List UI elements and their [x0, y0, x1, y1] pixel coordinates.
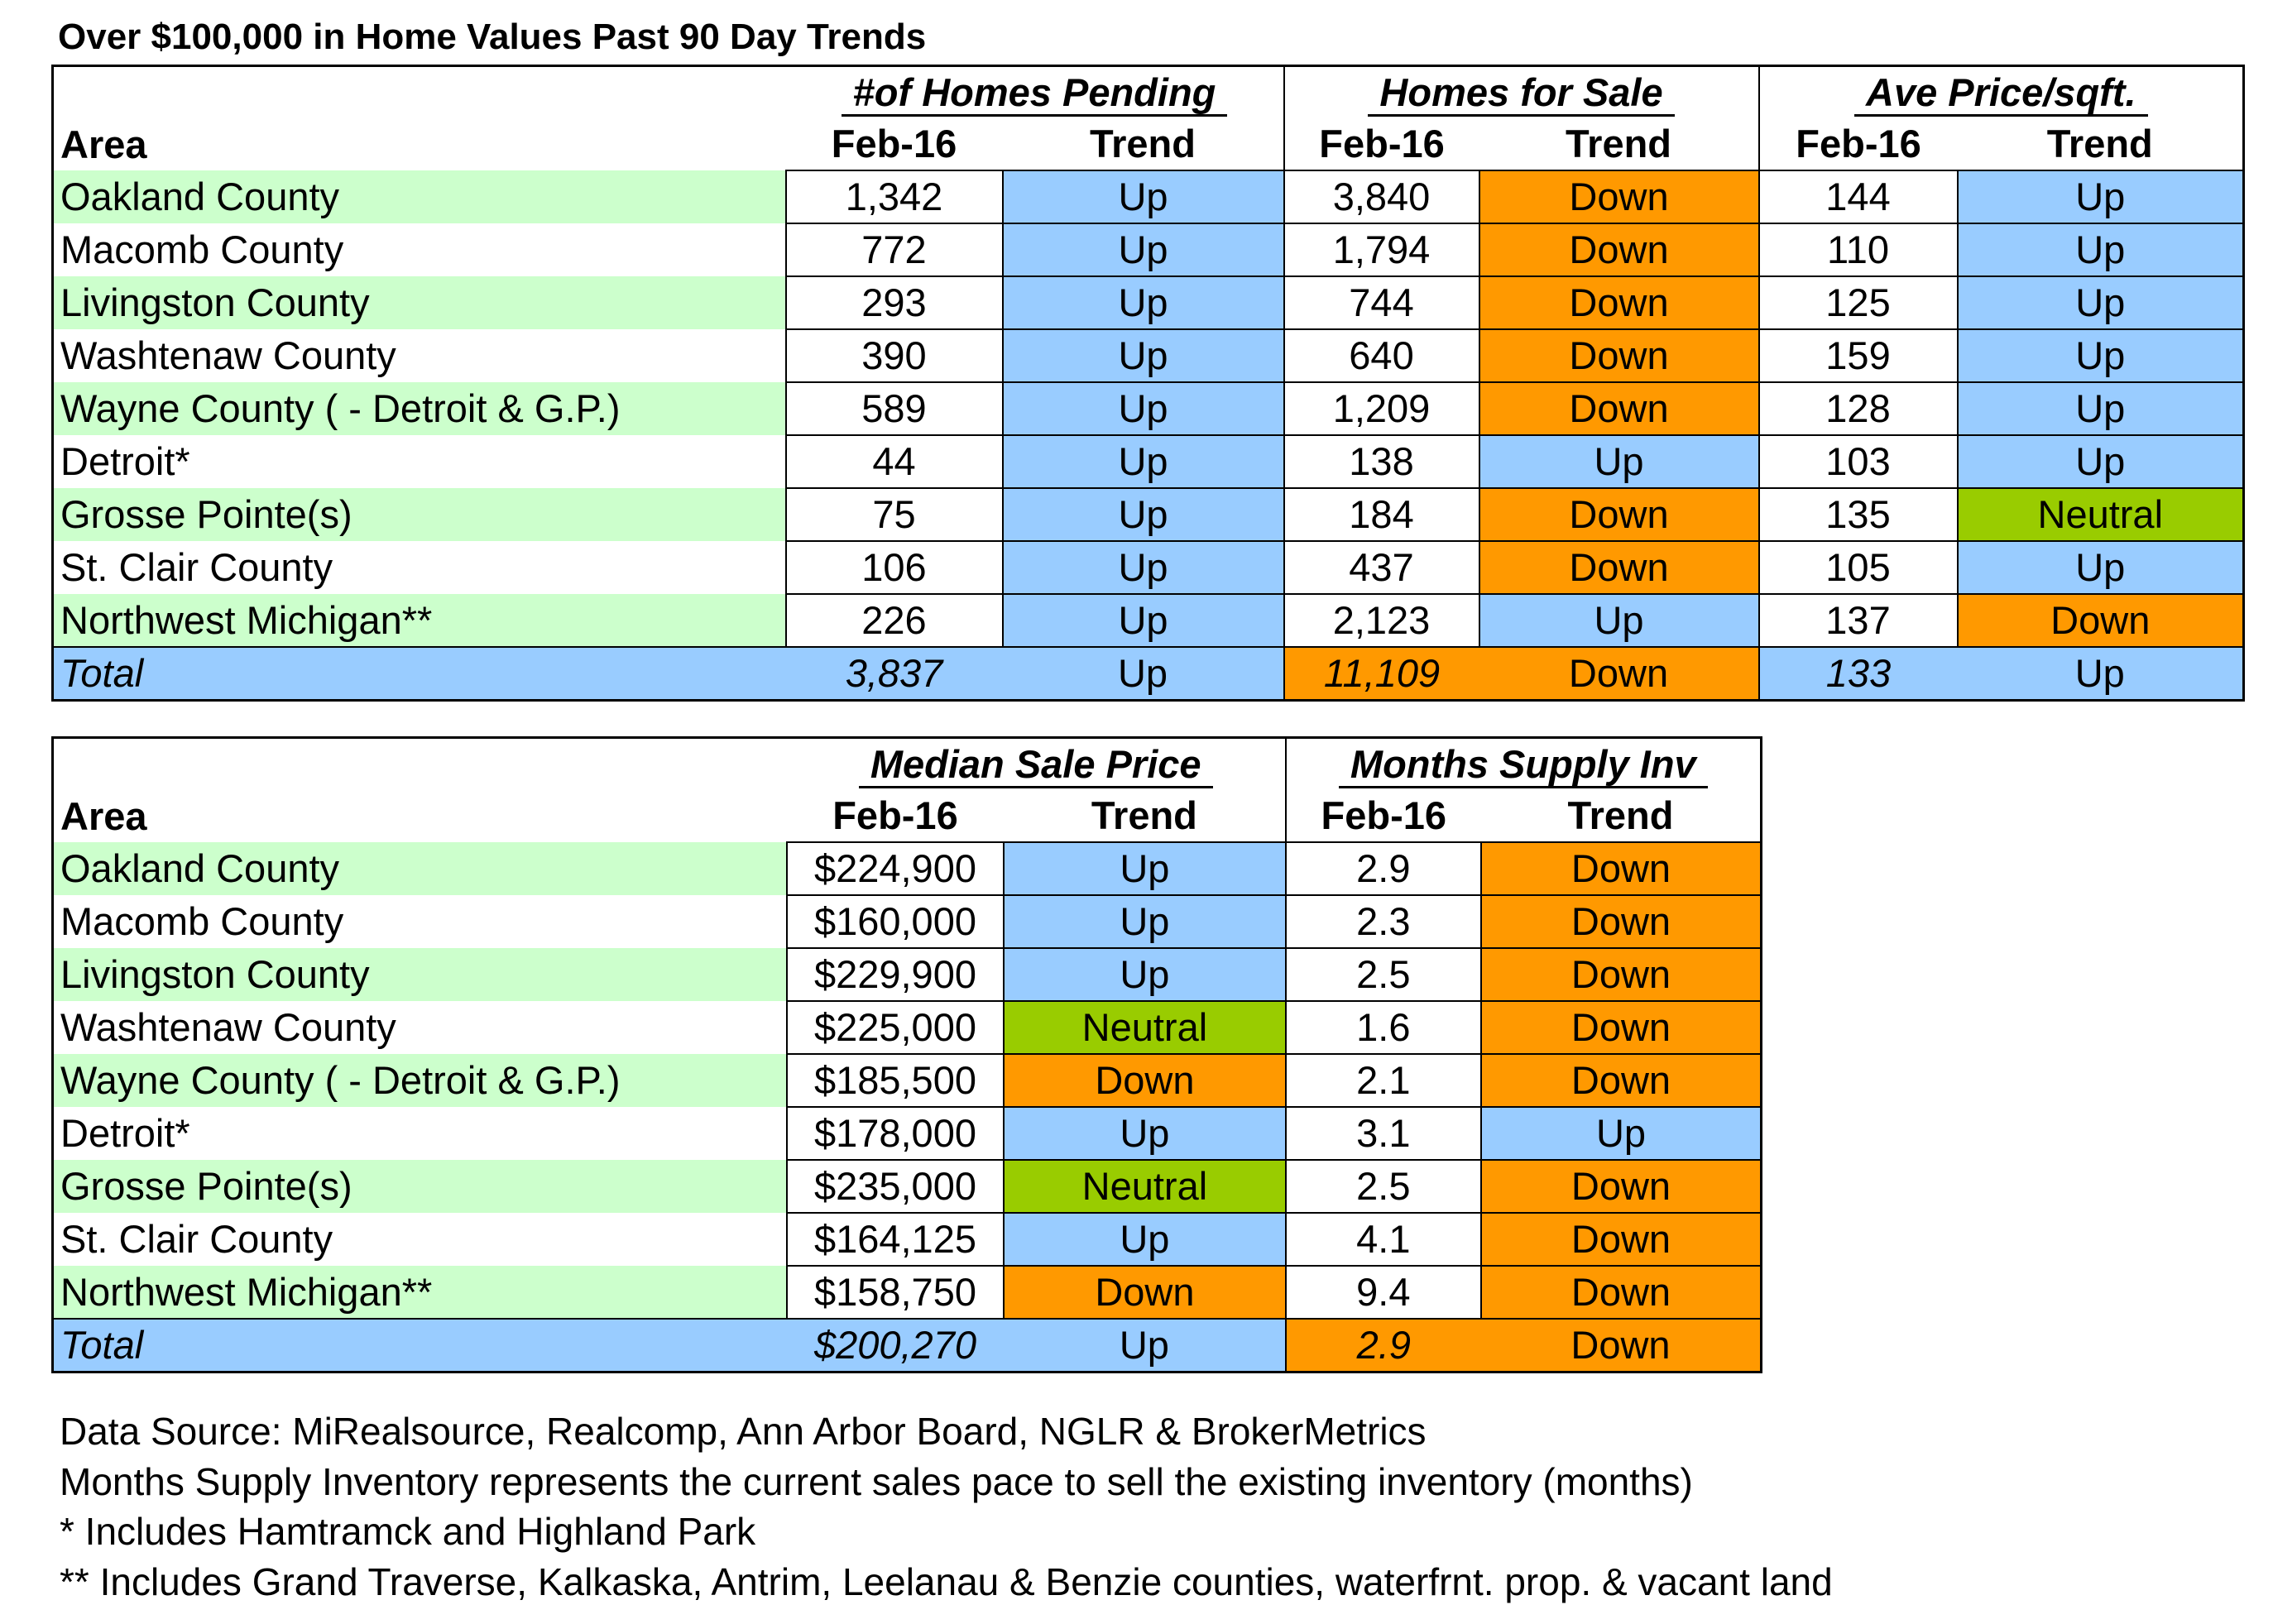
value-cell: 293 — [786, 276, 1003, 329]
table-row — [53, 223, 2244, 276]
trend-cell: Down — [1479, 541, 1759, 594]
trend-header: Trend — [1566, 122, 1671, 165]
value-cell: 1,794 — [1284, 223, 1479, 276]
group-header — [1759, 66, 2244, 119]
group-header — [787, 738, 1286, 791]
trend-cell: Up — [1958, 435, 2244, 488]
trend-cell: Down — [1481, 842, 1762, 895]
area-cell: Northwest Michigan** — [53, 594, 786, 647]
area-cell: Livingston County — [53, 948, 787, 1001]
table-row — [53, 382, 2244, 435]
table-row — [53, 1001, 1762, 1054]
value-cell: $185,500 — [787, 1054, 1004, 1107]
table-row — [53, 948, 1762, 1001]
trend-cell: Up — [1481, 1107, 1762, 1160]
value-cell: 9.4 — [1286, 1266, 1481, 1319]
trend-cell: Down — [1481, 948, 1762, 1001]
group-header — [786, 66, 1284, 119]
trend-cell: Down — [1479, 276, 1759, 329]
value-header: Feb-16 — [832, 793, 958, 837]
value-cell: 135 — [1759, 488, 1958, 541]
value-cell: 2.1 — [1286, 1054, 1481, 1107]
value-cell: 589 — [786, 382, 1003, 435]
group-header — [1284, 66, 1759, 119]
area-header: Area — [60, 793, 147, 838]
area-cell: Macomb County — [60, 228, 344, 271]
total-label: Total — [53, 1319, 787, 1372]
value-header: Feb-16 — [1284, 118, 1479, 170]
value-cell: 2.9 — [1286, 842, 1481, 895]
table-row — [53, 170, 2244, 223]
area-cell: Livingston County — [53, 276, 786, 329]
total-trend: Down — [1479, 647, 1759, 701]
trend-cell: Down — [1481, 1054, 1762, 1107]
total-trend: Up — [1958, 647, 2244, 701]
trend-cell: Up — [1003, 541, 1284, 594]
value-cell: $235,000 — [787, 1160, 1004, 1213]
trend-cell: Up — [1004, 1107, 1285, 1160]
group-header-label: Median Sale Price — [859, 743, 1213, 788]
group-header — [1286, 738, 1762, 791]
trend-cell: Up — [1958, 276, 2244, 329]
value-cell: 184 — [1284, 488, 1479, 541]
value-cell: $164,125 — [787, 1213, 1004, 1266]
value-cell: 3.1 — [1286, 1107, 1481, 1160]
note-northwest: ** Includes Grand Traverse, Kalkaska, Antrim, Leelanau & Benzie counties, waterfrnt. prop. & vacant land — [60, 1559, 1833, 1603]
value-cell: 2,123 — [1284, 594, 1479, 647]
area-cell: Washtenaw County — [60, 1005, 396, 1049]
trend-header: Trend — [1090, 122, 1196, 165]
table-row — [53, 895, 1762, 948]
trend-cell: Down — [1958, 594, 2244, 647]
trend-cell: Up — [1958, 382, 2244, 435]
note-data-source: Data Source: MiRealsource, Realcomp, Ann Arbor Board, NGLR & BrokerMetrics — [60, 1410, 1427, 1453]
area-cell: St. Clair County — [60, 1217, 333, 1261]
group-header-label: Ave Price/sqft. — [1854, 71, 2148, 117]
value-cell: 1,342 — [786, 170, 1003, 223]
value-cell: 144 — [1759, 170, 1958, 223]
trend-cell: Down — [1481, 1160, 1762, 1213]
sub-header-row — [53, 118, 2244, 170]
value-cell: 110 — [1759, 223, 1958, 276]
value-cell: 138 — [1284, 435, 1479, 488]
total-value: 133 — [1759, 647, 1958, 701]
table-row — [53, 276, 2244, 329]
trend-cell: Up — [1003, 223, 1284, 276]
area-cell: Detroit* — [60, 439, 190, 483]
value-cell: 744 — [1284, 276, 1479, 329]
trend-cell: Down — [1479, 223, 1759, 276]
trend-cell: Up — [1479, 435, 1759, 488]
area-cell: Washtenaw County — [60, 333, 396, 377]
trend-cell: Down — [1479, 488, 1759, 541]
value-cell: 2.5 — [1286, 948, 1481, 1001]
trend-cell: Up — [1003, 170, 1284, 223]
area-cell: Wayne County ( - Detroit & G.P.) — [53, 1054, 787, 1107]
trends-table-1 — [51, 65, 2245, 702]
table-row — [53, 1160, 1762, 1213]
table-row — [53, 329, 2244, 382]
total-row — [53, 647, 2244, 701]
value-cell: $225,000 — [787, 1001, 1004, 1054]
note-months-supply: Months Supply Inventory represents the current sales pace to sell the existing inventory (months) — [60, 1459, 1693, 1503]
total-value: 11,109 — [1284, 647, 1479, 701]
trend-cell: Down — [1004, 1054, 1285, 1107]
value-cell: 640 — [1284, 329, 1479, 382]
trend-cell: Up — [1003, 435, 1284, 488]
value-cell: 226 — [786, 594, 1003, 647]
trend-header: Trend — [1091, 793, 1197, 837]
value-cell: 103 — [1759, 435, 1958, 488]
value-cell: 125 — [1759, 276, 1958, 329]
total-value: $200,270 — [787, 1319, 1004, 1372]
value-cell: 1,209 — [1284, 382, 1479, 435]
trend-cell: Down — [1481, 1001, 1762, 1054]
trend-cell: Down — [1479, 170, 1759, 223]
area-cell: Macomb County — [60, 899, 344, 943]
trend-cell: Up — [1479, 594, 1759, 647]
value-cell: 106 — [786, 541, 1003, 594]
table-row — [53, 1266, 1762, 1319]
group-header-label: #of Homes Pending — [842, 71, 1228, 117]
area-cell: St. Clair County — [60, 545, 333, 589]
trend-cell: Up — [1958, 329, 2244, 382]
trends-table-2 — [51, 736, 1762, 1373]
trend-cell: Down — [1481, 1266, 1762, 1319]
group-header-label: Months Supply Inv — [1339, 743, 1708, 788]
trend-cell: Down — [1004, 1266, 1285, 1319]
value-header: Feb-16 — [831, 122, 957, 165]
trend-cell: Up — [1958, 223, 2244, 276]
value-cell: 437 — [1284, 541, 1479, 594]
value-cell: 4.1 — [1286, 1213, 1481, 1266]
trend-cell: Down — [1479, 382, 1759, 435]
area-cell: Oakland County — [53, 170, 786, 223]
trend-cell: Up — [1958, 170, 2244, 223]
total-value: 3,837 — [786, 647, 1003, 701]
value-cell: 2.3 — [1286, 895, 1481, 948]
area-cell: Grosse Pointe(s) — [53, 488, 786, 541]
group-header-label: Homes for Sale — [1368, 71, 1674, 117]
trend-cell: Up — [1003, 382, 1284, 435]
area-cell: Detroit* — [60, 1111, 190, 1155]
value-cell: 772 — [786, 223, 1003, 276]
table-row — [53, 1054, 1762, 1107]
trend-cell: Neutral — [1004, 1160, 1285, 1213]
value-cell: $178,000 — [787, 1107, 1004, 1160]
page-title: Over $100,000 in Home Values Past 90 Day Trends — [58, 17, 927, 57]
table-row — [53, 435, 2244, 488]
group-header-row — [53, 738, 1762, 791]
value-cell: 390 — [786, 329, 1003, 382]
value-cell: 159 — [1759, 329, 1958, 382]
trend-cell: Up — [1003, 488, 1284, 541]
trend-cell: Up — [1004, 948, 1285, 1001]
total-row — [53, 1319, 1762, 1372]
total-value: 2.9 — [1286, 1319, 1481, 1372]
total-label: Total — [53, 647, 786, 701]
trend-cell: Up — [1003, 276, 1284, 329]
trend-cell: Up — [1003, 594, 1284, 647]
area-header: Area — [60, 122, 147, 166]
value-cell: 2.5 — [1286, 1160, 1481, 1213]
area-cell: Wayne County ( - Detroit & G.P.) — [53, 382, 786, 435]
value-cell: 1.6 — [1286, 1001, 1481, 1054]
table-row — [53, 1213, 1762, 1266]
trend-cell: Up — [1958, 541, 2244, 594]
value-cell: $229,900 — [787, 948, 1004, 1001]
header-blank — [53, 66, 786, 119]
area-cell: Oakland County — [53, 842, 787, 895]
table-row — [53, 842, 1762, 895]
table-row — [53, 541, 2244, 594]
value-cell: $224,900 — [787, 842, 1004, 895]
note-detroit: * Includes Hamtramck and Highland Park — [60, 1510, 756, 1553]
trend-cell: Up — [1004, 1213, 1285, 1266]
value-cell: 105 — [1759, 541, 1958, 594]
total-trend: Down — [1481, 1319, 1762, 1372]
value-cell: 75 — [786, 488, 1003, 541]
value-header: Feb-16 — [1286, 790, 1481, 842]
value-cell: 137 — [1759, 594, 1958, 647]
table-row — [53, 1107, 1762, 1160]
trend-cell: Neutral — [1958, 488, 2244, 541]
trend-cell: Up — [1003, 329, 1284, 382]
trend-cell: Down — [1481, 895, 1762, 948]
trend-cell: Down — [1481, 1213, 1762, 1266]
area-cell: Grosse Pointe(s) — [53, 1160, 787, 1213]
group-header-row — [53, 66, 2244, 119]
area-cell: Northwest Michigan** — [53, 1266, 787, 1319]
trend-cell: Down — [1479, 329, 1759, 382]
trend-header: Trend — [2046, 122, 2153, 165]
table-row — [53, 488, 2244, 541]
value-cell: $158,750 — [787, 1266, 1004, 1319]
value-cell: $160,000 — [787, 895, 1004, 948]
value-header: Feb-16 — [1759, 118, 1958, 170]
header-blank — [53, 738, 787, 791]
total-trend: Up — [1004, 1319, 1285, 1372]
value-cell: 3,840 — [1284, 170, 1479, 223]
table-row — [53, 594, 2244, 647]
footnotes — [60, 1406, 1833, 1607]
sub-header-row — [53, 790, 1762, 842]
trend-cell: Neutral — [1004, 1001, 1285, 1054]
value-cell: 44 — [786, 435, 1003, 488]
trend-header: Trend — [1567, 793, 1674, 837]
value-cell: 128 — [1759, 382, 1958, 435]
trend-cell: Up — [1004, 895, 1285, 948]
total-trend: Up — [1003, 647, 1284, 701]
trend-cell: Up — [1004, 842, 1285, 895]
